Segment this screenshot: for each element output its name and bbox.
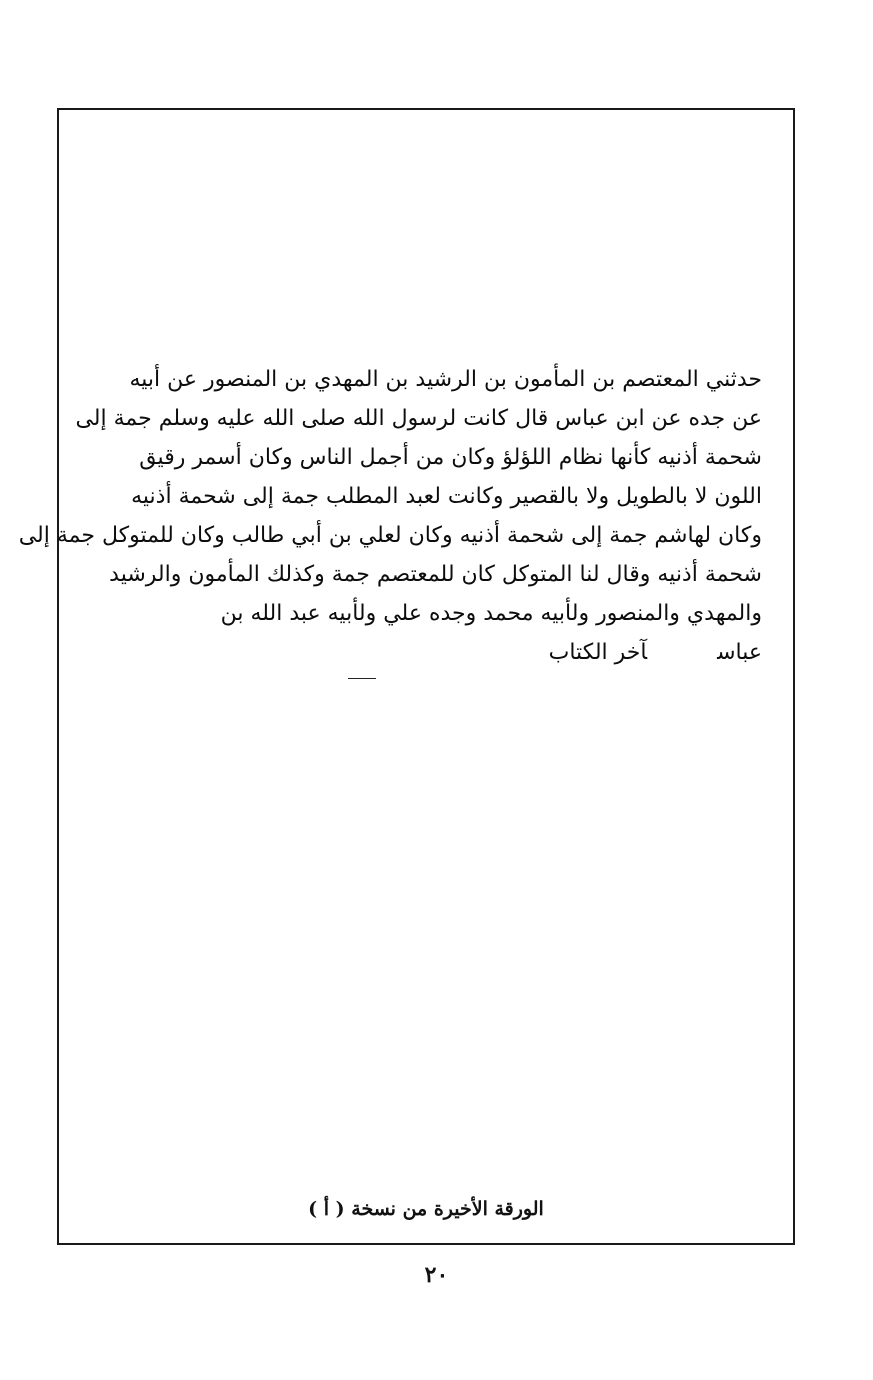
manuscript-line: وكان لهاشم جمة إلى شحمة أذنيه وكان لعلي بن أبي طالب وكان للمتوكل جمة إلى (18, 523, 762, 548)
manuscript-last-line (112, 633, 762, 672)
figure-caption: الورقة الأخيرة من نسخة ( أ ) (308, 1198, 544, 1220)
manuscript-line-end: عباس (717, 640, 762, 665)
manuscript-line: عن جده عن ابن عباس قال كانت لرسول الله صلى الله عليه وسلم جمة إلى (75, 406, 762, 431)
page-number: ٢٠ (424, 1262, 449, 1288)
manuscript-line: شحمة أذنيه كأنها نظام اللؤلؤ وكان من أجمل الناس وكان أسمر رقيق (139, 445, 762, 470)
manuscript-line: والمهدي والمنصور ولأبيه محمد وجده علي ولأبيه عبد الله بن (220, 601, 762, 626)
page-frame (18, 108, 795, 1245)
closing-flourish (348, 678, 376, 679)
manuscript-line: شحمة أذنيه وقال لنا المتوكل كان للمعتصم جمة وكذلك المأمون والرشيد (109, 562, 762, 587)
manuscript-line: اللون لا بالطويل ولا بالقصير وكانت لعبد المطلب جمة إلى شحمة أذنيه (131, 484, 762, 509)
manuscript-line: حدثني المعتصم بن المأمون بن الرشيد بن المهدي بن المنصور عن أبيه (129, 367, 762, 392)
manuscript-text (18, 360, 762, 672)
closing-phrase: آخر الكتاب (548, 640, 648, 665)
